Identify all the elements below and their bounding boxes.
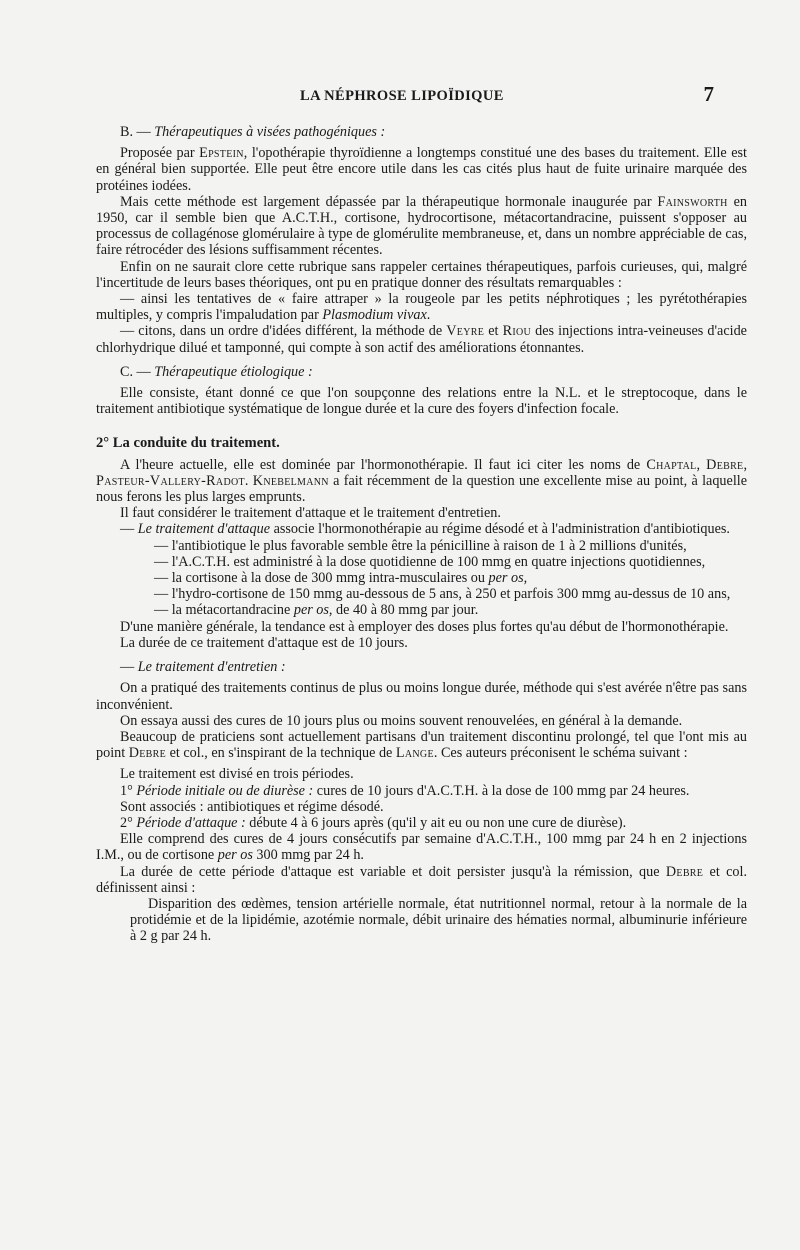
paragraph: — citons, dans un ordre d'idées différent, la méthode de Veyre et Riou des injections intra-veineuses d'acide chlorhydrique dilué et tamponné, qui compte à son actif des améliorations étonnantes. <box>96 323 747 356</box>
paragraph: La durée de cette période d'attaque est variable et doit persister jusqu'à la rémission, que Debre et col. définissent ainsi : <box>96 863 747 896</box>
section-heading: 2° La conduite du traitement. <box>96 435 280 452</box>
paragraph: D'une manière générale, la tendance est à employer des doses plus fortes qu'au début de l'hormonothérapie. <box>120 618 729 635</box>
paragraph: Beaucoup de praticiens sont actuellement partisans d'un traitement discontinu prolongé, tel que l'ont mis au point Debre et col., en s'inspirant de la technique de Lange. Ces auteurs préconisent le schéma suivant : <box>96 728 747 762</box>
paragraph: — Le traitement d'attaque associe l'hormonothérapie au régime désodé et à l'administration d'antibiotiques. <box>120 521 730 538</box>
paragraph: Mais cette méthode est largement dépassée par la thérapeutique hormonale inaugurée par Fainsworth en 1950, car il semble bien que A.C.T.H., cortisone, hydrocortisone, métacortandracine, puissent s'opposer au processus de collagénose glomérulaire à type de glomérulite membraneuse, et, dans un nombre appréciable de cas, faire rétrocéder des lésions suffisamment récentes. <box>96 193 747 259</box>
page-body <box>96 124 747 945</box>
subsection-b-title: B. — Thérapeutiques à visées pathogéniques : <box>120 124 386 140</box>
list-item: — l'antibiotique le plus favorable semble être la pénicilline à raison de 1 à 2 millions d'unités, <box>154 537 687 554</box>
paragraph: Elle consiste, étant donné ce que l'on soupçonne des relations entre la N.L. et le streptocoque, dans le traitement antibiotique systématique de longue durée et la cure des foyers d'infection focale. <box>96 385 747 418</box>
paragraph: On essaya aussi des cures de 10 jours plus ou moins souvent renouvelées, en général à la demande. <box>120 712 683 729</box>
paragraph: Le traitement est divisé en trois périodes. <box>120 766 354 783</box>
paragraph: 1° Période initiale ou de diurèse : cures de 10 jours d'A.C.T.H. à la dose de 100 mmg par 24 heures. <box>120 782 690 799</box>
paragraph: A l'heure actuelle, elle est dominée par l'hormonothérapie. Il faut ici citer les noms de Chaptal, Debre, Pasteur-Vallery-Radot. Knebelmann a fait récemment de la question une excellente mise au point, à laquelle nous ferons les plus larges emprunts. <box>96 456 748 506</box>
paragraph: 2° Période d'attaque : débute 4 à 6 jours après (qu'il y ait eu ou non une cure de diurèse). <box>120 814 627 831</box>
paragraph: — ainsi les tentatives de « faire attraper » la rougeole par les petits néphrotiques ; les pyrétothérapies multiples, y compris l'impaludation par Plasmodium vivax. <box>96 291 747 324</box>
remission-criteria: Disparition des œdèmes, tension artérielle normale, état nutritionnel normal, retour à la normale de la protidémie et de la lipidémie, azotémie normale, débit urinaire des hématies normal, albuminurie inférieure à 2 g par 24 h. <box>130 895 747 945</box>
paragraph: Sont associés : antibiotiques et régime désodé. <box>120 798 384 815</box>
paragraph: Proposée par Epstein, l'opothérapie thyroïdienne a longtemps constitué une des bases du traitement. Elle est en général bien supportée. Elle peut être encore utile dans les cas cités plus haut de fuite urinaire marquée des protéines iodées. <box>96 145 747 194</box>
subsection-title: — Le traitement d'entretien : <box>120 659 286 676</box>
paragraph: Enfin on ne saurait clore cette rubrique sans rappeler certaines thérapeutiques, parfois curieuses, qui, malgré l'incertitude de leurs bases théoriques, ont pu en pratique donner des résultats remarquables : <box>96 258 747 291</box>
running-title: LA NÉPHROSE LIPOÏDIQUE <box>300 88 504 104</box>
page-number: 7 <box>703 82 714 106</box>
list-item: — l'hydro-cortisone de 150 mmg au-dessous de 5 ans, à 250 et parfois 300 mmg au-dessus de 10 ans, <box>154 586 731 603</box>
subsection-c-title: C. — Thérapeutique étiologique : <box>120 363 313 380</box>
paragraph: Il faut considérer le traitement d'attaque et le traitement d'entretien. <box>120 505 501 522</box>
list-item: — la cortisone à la dose de 300 mmg intra-musculaires ou per os, <box>154 570 528 587</box>
list-item: — l'A.C.T.H. est administré à la dose quotidienne de 100 mmg en quatre injections quotidiennes, <box>154 553 706 570</box>
paragraph: Elle comprend des cures de 4 jours consécutifs par semaine d'A.C.T.H., 100 mmg par 24 h en 2 injections I.M., ou de cortisone per os 300 mmg par 24 h. <box>96 831 747 864</box>
list-item: — la métacortandracine per os, de 40 à 80 mmg par jour. <box>154 602 479 619</box>
paragraph: La durée de ce traitement d'attaque est de 10 jours. <box>120 634 408 651</box>
paragraph: On a pratiqué des traitements continus de plus ou moins longue durée, méthode qui s'est avérée n'être pas sans inconvénient. <box>96 680 747 713</box>
